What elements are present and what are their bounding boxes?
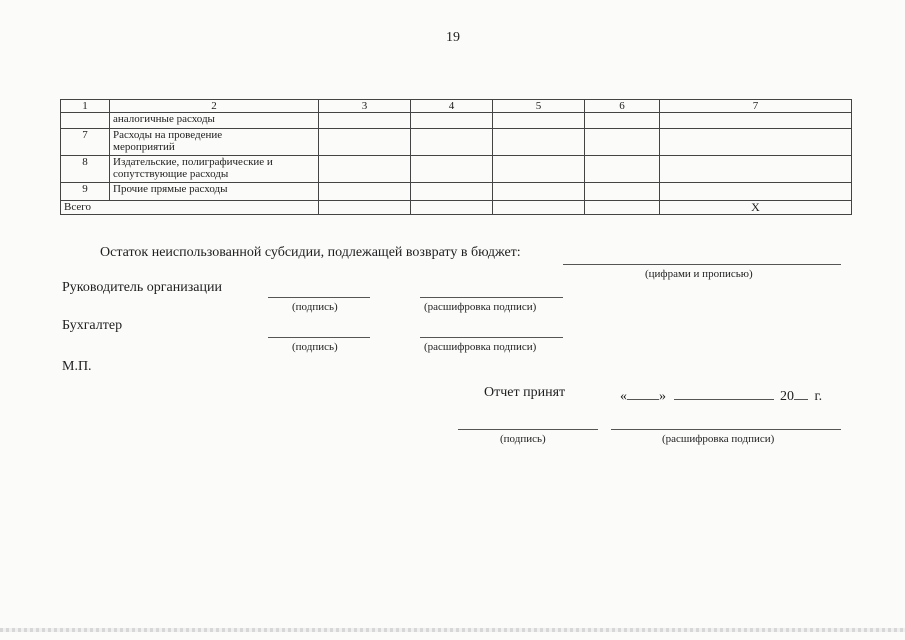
date-open-quote: « <box>620 389 627 404</box>
column-header: 1 <box>61 100 110 113</box>
row-number: 8 <box>61 156 110 183</box>
row-description <box>110 156 319 183</box>
table-header-row <box>61 100 852 113</box>
table-cell <box>319 201 411 215</box>
head-signature-line[interactable] <box>268 297 370 298</box>
head-sign-caption: (подпись) <box>292 301 338 313</box>
head-decode-line[interactable] <box>420 297 563 298</box>
table-cell <box>660 183 852 201</box>
column-header: 2 <box>110 100 319 113</box>
expense-table <box>60 99 852 215</box>
column-header: 5 <box>493 100 585 113</box>
row-number: 9 <box>61 183 110 201</box>
table-cell <box>319 156 411 183</box>
remainder-text: Остаток неиспользованной субсидии, подлежащей возврату в бюджет: <box>100 245 521 260</box>
row-description <box>110 113 319 129</box>
page-number: 19 <box>446 30 460 45</box>
row-description <box>110 183 319 201</box>
column-header: 4 <box>411 100 493 113</box>
table-cell <box>493 183 585 201</box>
remainder-amount-line[interactable] <box>563 264 841 265</box>
day-field[interactable] <box>627 386 659 400</box>
table-cell <box>411 113 493 129</box>
table-row <box>61 129 852 156</box>
table-row <box>61 113 852 129</box>
seal-mark: М.П. <box>62 359 92 374</box>
accountant-signature-line[interactable] <box>268 337 370 338</box>
accepted-sign-caption: (подпись) <box>500 433 546 445</box>
year-suffix: г. <box>814 389 823 404</box>
head-decode-caption: (расшифровка подписи) <box>424 301 537 313</box>
description-line: мероприятий <box>113 141 175 153</box>
year-prefix: 20 <box>780 389 794 404</box>
description-line: Издательские, полиграфические и <box>113 156 273 168</box>
head-label: Руководитель организации <box>62 280 222 295</box>
scan-edge-artifact <box>0 628 905 632</box>
table-cell <box>319 113 411 129</box>
table-cell <box>411 201 493 215</box>
accountant-label: Бухгалтер <box>62 318 123 333</box>
month-field[interactable] <box>674 386 774 400</box>
table-cell <box>411 156 493 183</box>
table-cell <box>585 201 660 215</box>
table-row <box>61 156 852 183</box>
description-line: Расходы на проведение <box>113 129 223 141</box>
table-cell <box>660 113 852 129</box>
accountant-sign-caption: (подпись) <box>292 341 338 353</box>
table-cell <box>585 129 660 156</box>
table-cell <box>660 129 852 156</box>
table-cell <box>660 156 852 183</box>
table-cell <box>493 156 585 183</box>
accepted-decode-line[interactable] <box>611 429 841 430</box>
table-cell <box>493 113 585 129</box>
date-close-quote: » <box>659 389 666 404</box>
remainder-caption: (цифрами и прописью) <box>645 268 753 280</box>
total-mark: X <box>660 201 852 215</box>
column-header: 7 <box>660 100 852 113</box>
acceptance-date <box>620 386 822 405</box>
row-number: 7 <box>61 129 110 156</box>
table-cell <box>585 113 660 129</box>
table-cell <box>493 201 585 215</box>
table-cell <box>585 183 660 201</box>
accepted-signature-line[interactable] <box>458 429 598 430</box>
accepted-decode-caption: (расшифровка подписи) <box>662 433 775 445</box>
column-header: 3 <box>319 100 411 113</box>
accountant-decode-caption: (расшифровка подписи) <box>424 341 537 353</box>
table-cell <box>585 156 660 183</box>
table-cell <box>411 129 493 156</box>
accountant-decode-line[interactable] <box>420 337 563 338</box>
table-cell <box>319 183 411 201</box>
table-row <box>61 183 852 201</box>
column-header: 6 <box>585 100 660 113</box>
description-line: сопутствующие расходы <box>113 168 229 180</box>
table-cell <box>319 129 411 156</box>
total-label: Всего <box>61 201 319 215</box>
total-row <box>61 201 852 215</box>
row-number <box>61 113 110 129</box>
description-line: Прочие прямые расходы <box>113 183 228 195</box>
year-field[interactable] <box>794 386 808 400</box>
row-description <box>110 129 319 156</box>
table-cell <box>493 129 585 156</box>
report-accepted-label: Отчет принят <box>484 385 566 400</box>
description-line: аналогичные расходы <box>113 113 215 125</box>
table-cell <box>411 183 493 201</box>
